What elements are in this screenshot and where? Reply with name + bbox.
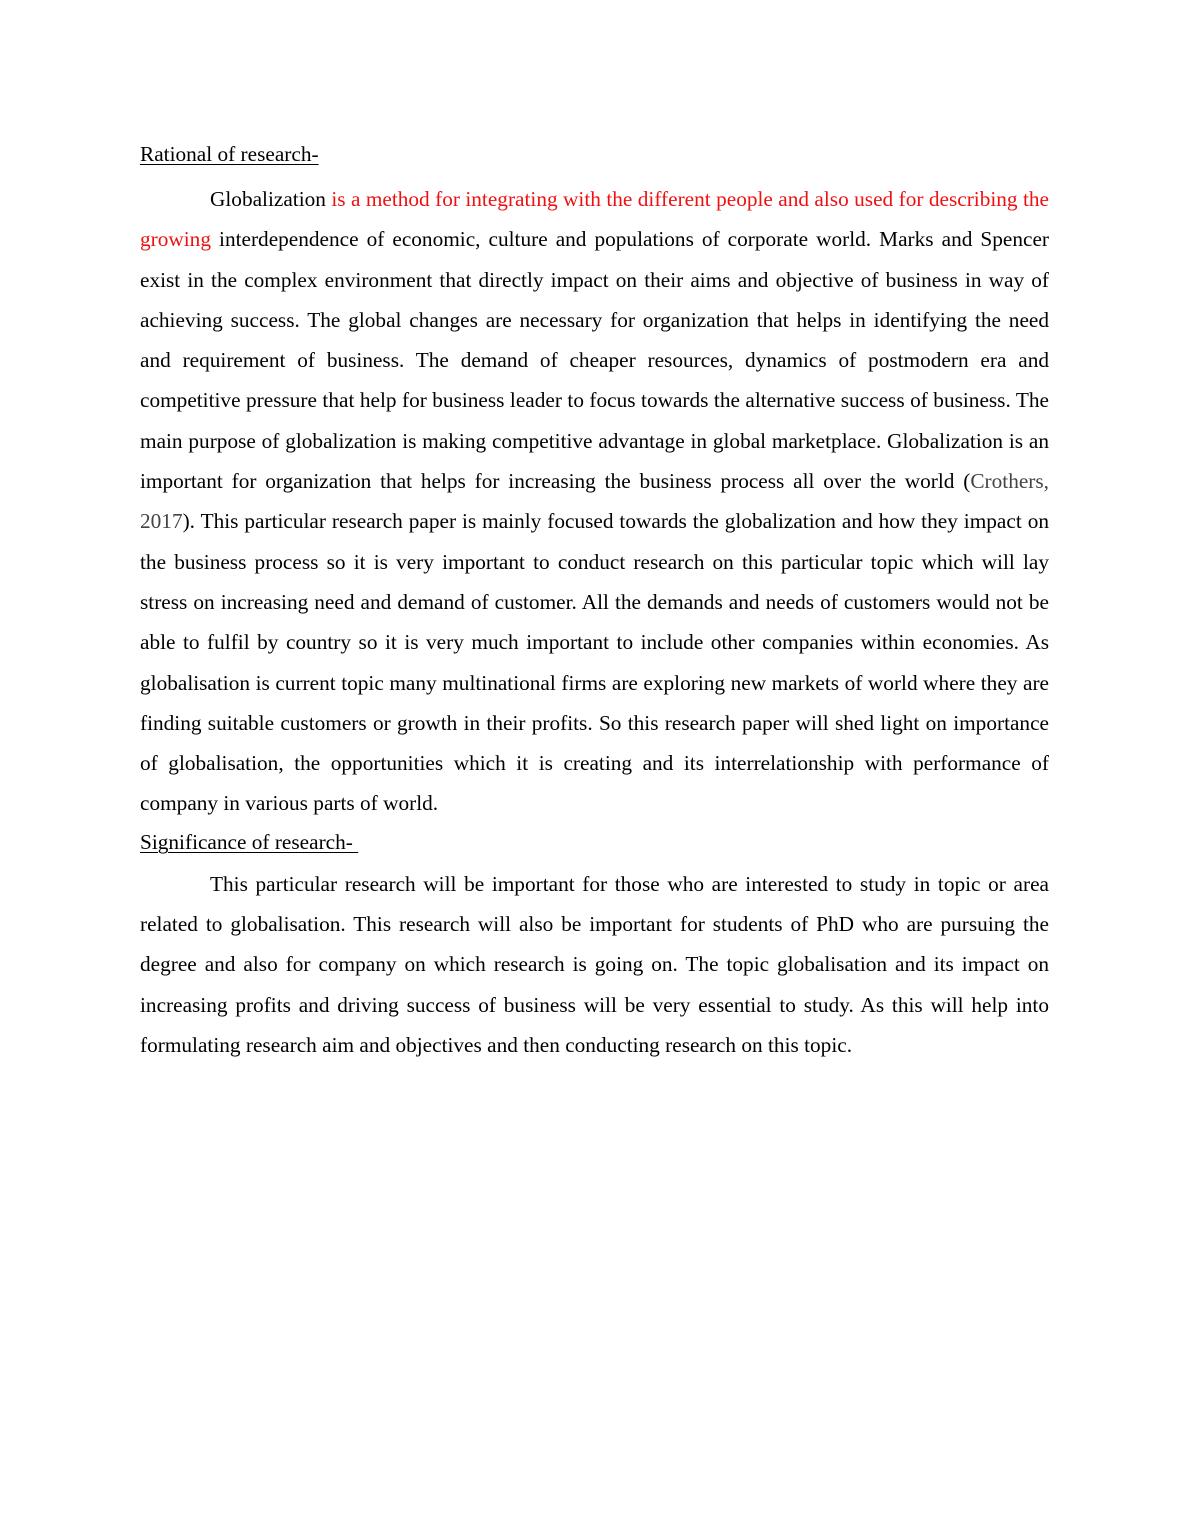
significance-paragraph: This particular research will be important for those who are interested to study in topic or area related to globalisation. This research will also be important for students of PhD who are pursuing the degree and also for company on which research is going on. The topic globalisation and its impact on increasing profits and driving success of business will be very essential to study. As this will help into formulating research aim and objectives and then conducting research on this topic. (140, 871, 1049, 1057)
citation: Crothers, 2017 (140, 469, 1049, 534)
significance-heading: Significance of research- (140, 829, 359, 854)
document-page (140, 139, 1049, 1065)
rational-paragraph (140, 179, 1049, 824)
rational-body-text-end: ). This particular research paper is mainly focused towards the globalization and how they impact on the business process so it is very important to conduct research on this particular topic which will lay stress on increasing need and demand of customer. All the demands and needs of customers would not be able to fulfil by country so it is very much important to include other companies within economies. As globalisation is current topic many multinational firms are exploring new markets of world where they are finding suitable customers or growth in their profits. So this research paper will shed light on importance of globalisation, the opportunities which it is creating and its interrelationship with performance of company in various parts of world. (140, 509, 1049, 816)
rational-highlighted-text: is a method for integrating with the different people and also used for describing the growing (140, 187, 1049, 252)
rational-heading: Rational of research- (140, 142, 319, 166)
rational-lead-text: Globalization (210, 187, 326, 211)
rational-body-text: interdependence of economic, culture and populations of corporate world. Marks and Spencer exist in the complex environment that directly impact on their aims and objective of business in way of achieving success. The global changes are necessary for organization that helps in identifying the need and requirement of business. The demand of cheaper resources, dynamics of postmodern era and competitive pressure that help for business leader to focus towards the alternative success of business. The main purpose of globalization is making competitive advantage in global marketplace. Globalization is an important for organization that helps for increasing the business process all over the world ( (140, 227, 1050, 494)
